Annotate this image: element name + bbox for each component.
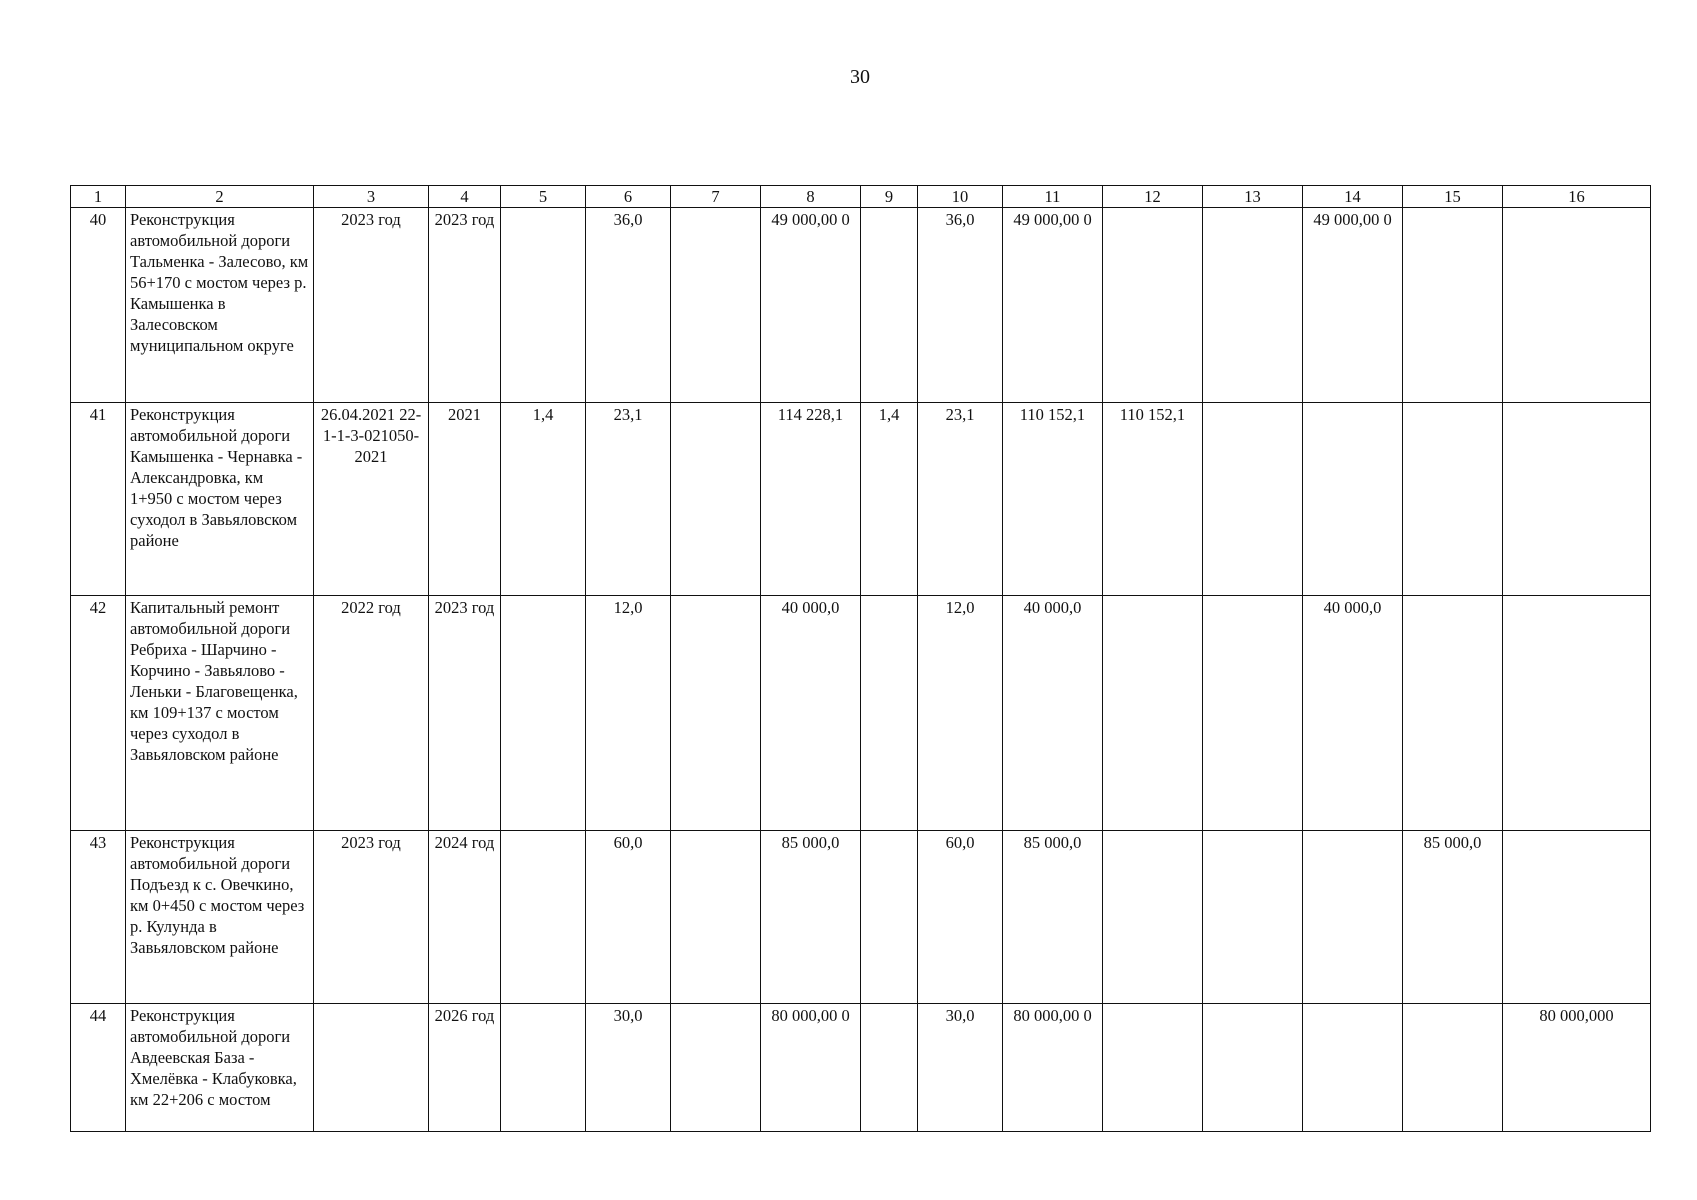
cell-col-6: 36,0 <box>586 208 671 403</box>
cell-object-name: Реконструкция автомобильной дороги Тальменка - Залесово, км 56+170 с мостом через р. Камышенка в Залесовском муниципальном округе <box>126 208 314 403</box>
cell-col-14 <box>1303 403 1403 596</box>
cell-col-6: 60,0 <box>586 831 671 1004</box>
cell-col-7 <box>671 1004 761 1132</box>
cell-col-9 <box>861 208 918 403</box>
column-header-5: 5 <box>501 186 586 208</box>
cell-row-number: 42 <box>71 596 126 831</box>
cell-col-15: 85 000,0 <box>1403 831 1503 1004</box>
cell-col-13 <box>1203 831 1303 1004</box>
table-row <box>71 831 1651 1004</box>
cell-col-11: 110 152,1 <box>1003 403 1103 596</box>
column-header-7: 7 <box>671 186 761 208</box>
cell-col-12 <box>1103 596 1203 831</box>
cell-col-3 <box>314 1004 429 1132</box>
column-header-6: 6 <box>586 186 671 208</box>
cell-col-14: 40 000,0 <box>1303 596 1403 831</box>
cell-object-name: Капитальный ремонт автомобильной дороги Ребриха - Шарчино - Корчино - Завьялово - Леньки - Благовещенка, км 109+137 с мостом через суходол в Завьяловском районе <box>126 596 314 831</box>
cell-col-3: 26.04.2021 22-1-1-3-021050-2021 <box>314 403 429 596</box>
cell-col-15 <box>1403 596 1503 831</box>
cell-col-3: 2023 год <box>314 208 429 403</box>
cell-row-number: 44 <box>71 1004 126 1132</box>
cell-col-4: 2021 <box>429 403 501 596</box>
cell-object-name: Реконструкция автомобильной дороги Авдеевская База - Хмелёвка - Клабуковка, км 22+206 с мостом <box>126 1004 314 1132</box>
cell-object-name: Реконструкция автомобильной дороги Камышенка - Чернавка - Александровка, км 1+950 с мостом через суходол в Завьяловском районе <box>126 403 314 596</box>
cell-col-4: 2023 год <box>429 208 501 403</box>
cell-col-16 <box>1503 403 1651 596</box>
column-header-16: 16 <box>1503 186 1651 208</box>
page-number: 30 <box>850 66 870 88</box>
column-header-2: 2 <box>126 186 314 208</box>
column-header-15: 15 <box>1403 186 1503 208</box>
cell-col-15 <box>1403 403 1503 596</box>
cell-col-12 <box>1103 831 1203 1004</box>
table-row <box>71 208 1651 403</box>
cell-col-4: 2023 год <box>429 596 501 831</box>
cell-col-7 <box>671 831 761 1004</box>
cell-col-13 <box>1203 1004 1303 1132</box>
cell-col-4: 2024 год <box>429 831 501 1004</box>
table-header-row <box>71 186 1651 208</box>
cell-col-5 <box>501 596 586 831</box>
column-header-14: 14 <box>1303 186 1403 208</box>
cell-col-14 <box>1303 831 1403 1004</box>
cell-col-12 <box>1103 208 1203 403</box>
cell-col-5 <box>501 1004 586 1132</box>
column-header-12: 12 <box>1103 186 1203 208</box>
cell-col-15 <box>1403 1004 1503 1132</box>
cell-col-9: 1,4 <box>861 403 918 596</box>
cell-col-7 <box>671 403 761 596</box>
cell-col-8: 40 000,0 <box>761 596 861 831</box>
cell-col-4: 2026 год <box>429 1004 501 1132</box>
cell-row-number: 40 <box>71 208 126 403</box>
cell-col-16 <box>1503 596 1651 831</box>
cell-col-16: 80 000,000 <box>1503 1004 1651 1132</box>
cell-col-11: 40 000,0 <box>1003 596 1103 831</box>
cell-col-12 <box>1103 1004 1203 1132</box>
cell-col-10: 36,0 <box>918 208 1003 403</box>
cell-col-7 <box>671 596 761 831</box>
column-header-9: 9 <box>861 186 918 208</box>
cell-col-10: 60,0 <box>918 831 1003 1004</box>
cell-col-8: 114 228,1 <box>761 403 861 596</box>
cell-col-10: 12,0 <box>918 596 1003 831</box>
cell-col-8: 49 000,00 0 <box>761 208 861 403</box>
cell-col-10: 23,1 <box>918 403 1003 596</box>
cell-col-6: 12,0 <box>586 596 671 831</box>
cell-col-3: 2022 год <box>314 596 429 831</box>
cell-col-6: 23,1 <box>586 403 671 596</box>
cell-col-5 <box>501 831 586 1004</box>
cell-col-8: 80 000,00 0 <box>761 1004 861 1132</box>
cell-col-9 <box>861 596 918 831</box>
column-header-11: 11 <box>1003 186 1103 208</box>
column-header-1: 1 <box>71 186 126 208</box>
cell-col-11: 80 000,00 0 <box>1003 1004 1103 1132</box>
cell-col-3: 2023 год <box>314 831 429 1004</box>
cell-col-16 <box>1503 208 1651 403</box>
cell-col-14: 49 000,00 0 <box>1303 208 1403 403</box>
cell-col-13 <box>1203 208 1303 403</box>
cell-col-15 <box>1403 208 1503 403</box>
cell-col-7 <box>671 208 761 403</box>
cell-col-13 <box>1203 596 1303 831</box>
table-row <box>71 596 1651 831</box>
cell-col-6: 30,0 <box>586 1004 671 1132</box>
cell-col-5: 1,4 <box>501 403 586 596</box>
cell-col-8: 85 000,0 <box>761 831 861 1004</box>
cell-col-12: 110 152,1 <box>1103 403 1203 596</box>
cell-row-number: 41 <box>71 403 126 596</box>
column-header-10: 10 <box>918 186 1003 208</box>
cell-row-number: 43 <box>71 831 126 1004</box>
cell-col-16 <box>1503 831 1651 1004</box>
table-row <box>71 403 1651 596</box>
data-table <box>70 185 1651 1132</box>
cell-col-14 <box>1303 1004 1403 1132</box>
cell-col-5 <box>501 208 586 403</box>
column-header-8: 8 <box>761 186 861 208</box>
cell-col-9 <box>861 1004 918 1132</box>
column-header-13: 13 <box>1203 186 1303 208</box>
cell-object-name: Реконструкция автомобильной дороги Подъезд к с. Овечкино, км 0+450 с мостом через р. Кулунда в Завьяловском районе <box>126 831 314 1004</box>
column-header-3: 3 <box>314 186 429 208</box>
cell-col-11: 49 000,00 0 <box>1003 208 1103 403</box>
cell-col-11: 85 000,0 <box>1003 831 1103 1004</box>
cell-col-13 <box>1203 403 1303 596</box>
table-row <box>71 1004 1651 1132</box>
column-header-4: 4 <box>429 186 501 208</box>
cell-col-10: 30,0 <box>918 1004 1003 1132</box>
cell-col-9 <box>861 831 918 1004</box>
